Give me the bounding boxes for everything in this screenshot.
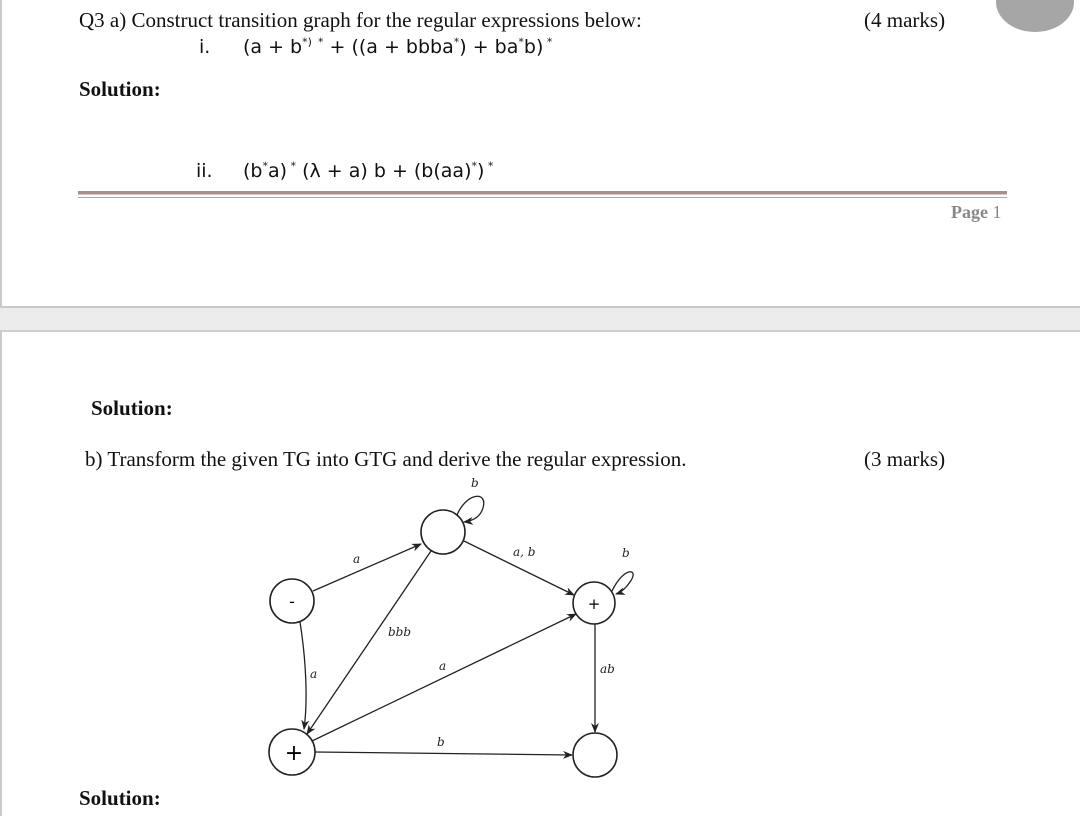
edge-label-top-to-bottom: bbb [388, 625, 412, 639]
edge-label-bottom-to-right: a [439, 659, 447, 673]
question-heading: Q3 a) Construct transition graph for the regular expressions below: [79, 8, 642, 32]
edge-label-bottom-to-bottomright: b [437, 735, 445, 749]
edge-bottom-to-right [312, 614, 576, 741]
state-right-final-label: + [587, 595, 601, 613]
state-bottom-final [269, 729, 315, 775]
page-number: Page 1 [951, 202, 1002, 222]
solution-label: Solution: [91, 396, 173, 420]
state-right-final [573, 582, 615, 624]
edge-label-start-to-top: a [353, 552, 361, 566]
state-start-label: - [289, 592, 295, 611]
regex-expression-ii: (b*a) * (λ + a) b + (b(aa)*) * [243, 159, 494, 182]
edge-bottom-to-bottomright [315, 752, 572, 755]
edge-label-top-loop: b [471, 476, 479, 490]
edge-top-to-bottom [307, 551, 431, 734]
edge-label-right-to-bottomright: ab [600, 662, 615, 676]
question-marks: (4 marks) [864, 8, 946, 32]
solution-label: Solution: [79, 786, 161, 810]
item-number: i. [199, 36, 211, 58]
part-b-question: b) Transform the given TG into GTG and derive the regular expression. [85, 447, 687, 471]
state-bottom-final-label: + [284, 741, 304, 766]
edge-right-loop [612, 572, 633, 594]
solution-label: Solution: [79, 77, 161, 101]
edge-label-start-to-bottom: a [310, 667, 318, 681]
state-top [421, 510, 465, 554]
edge-label-top-to-right: a, b [513, 545, 536, 559]
part-b-marks: (3 marks) [864, 447, 946, 471]
edge-start-to-top [313, 544, 421, 591]
state-bottom-right [573, 733, 617, 777]
edge-start-to-bottom [300, 622, 306, 729]
item-number: ii. [196, 160, 213, 182]
regex-expression-i: (a + b*) * + ((a + bbba*) + ba*b) * [243, 35, 553, 58]
edge-label-right-loop: b [622, 546, 630, 560]
state-start [270, 579, 314, 623]
